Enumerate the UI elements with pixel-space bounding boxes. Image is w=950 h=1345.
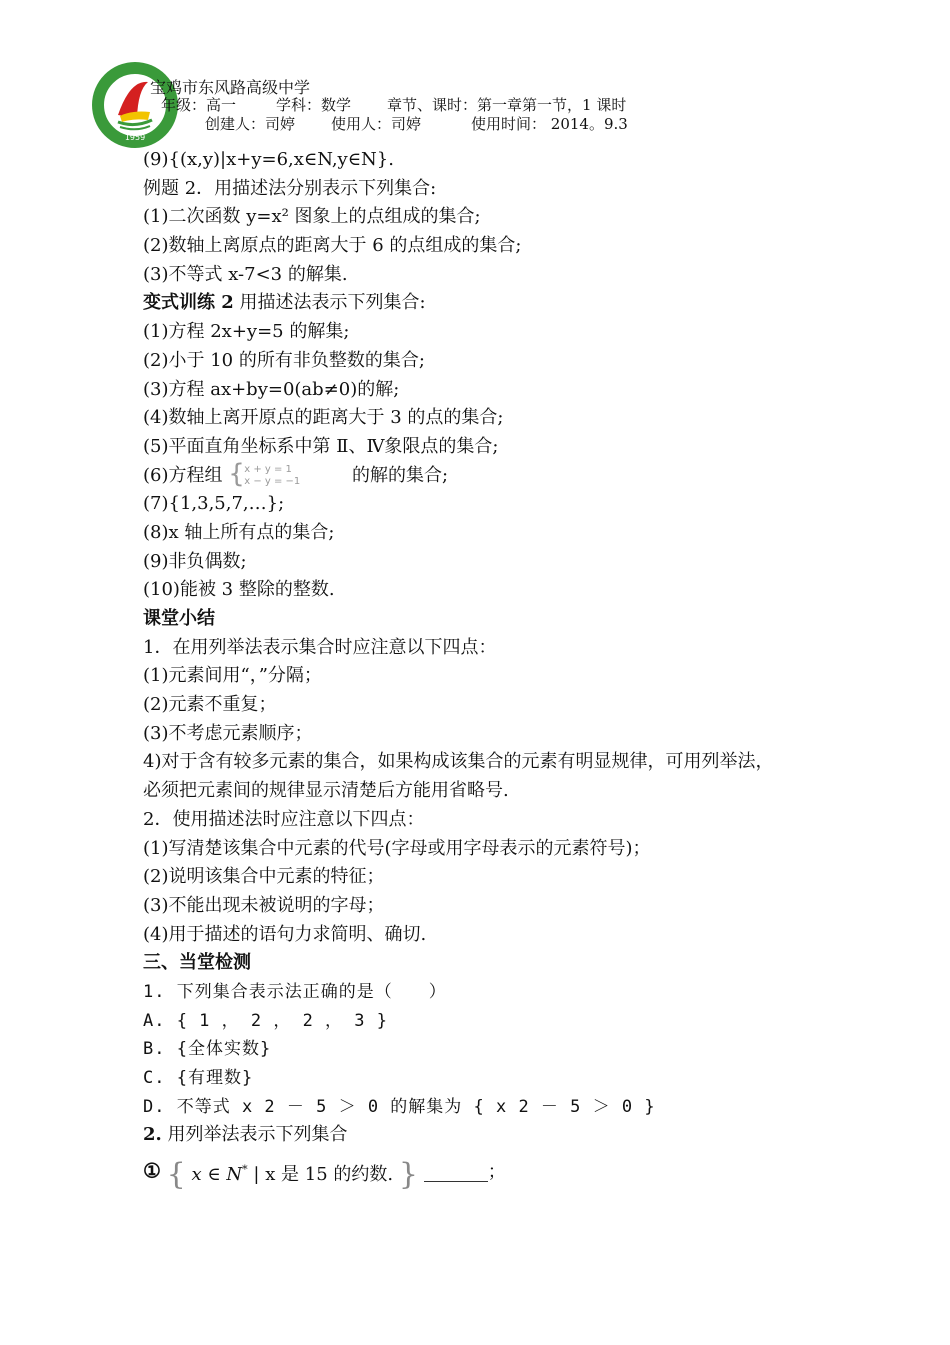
- text-line: (3)不等式 x-7<3 的解集.: [143, 263, 348, 285]
- text-line: 必须把元素间的规律显示清楚后方能用省略号.: [143, 780, 509, 802]
- question-2: [143, 1121, 823, 1150]
- document-body: [143, 146, 823, 1193]
- set-star: *: [242, 1163, 248, 1177]
- text-line: (1)方程 2x+y=5 的解集;: [143, 321, 350, 343]
- set-bar: |: [247, 1164, 266, 1186]
- summary-heading: 课堂小结: [143, 608, 215, 629]
- text-line: (2)说明该集合中元素的特征；: [143, 866, 385, 888]
- text-line: (7){1,3,5,7,…};: [143, 493, 285, 515]
- left-brace-icon: {: [166, 1157, 186, 1193]
- text-line: (10)能被 3 整除的整数.: [143, 579, 335, 601]
- set-expression: [167, 1150, 418, 1195]
- line-end: ；: [487, 1161, 506, 1183]
- header-grade: 年级：高一: [161, 96, 237, 114]
- text-line: (3)不考虑元素顺序；: [143, 722, 313, 744]
- text-line: 4)对于含有较多元素的集合，如果构成该集合的元素有明显规律，可用列举法，: [143, 751, 774, 773]
- variant-training-heading: [143, 289, 823, 318]
- header-line-2: [161, 96, 626, 114]
- header-subject: 学科：数学: [276, 96, 352, 114]
- text-line: (3)方程 ax+by=0(ab≠0)的解;: [143, 378, 400, 400]
- text-line: (1)元素间用“，”分隔；: [143, 665, 322, 687]
- variant-training-text: 用描述法表示下列集合:: [233, 292, 426, 314]
- equation-system-line: [143, 458, 823, 491]
- text-line: (4)数轴上离开原点的距离大于 3 的点的集合;: [143, 407, 504, 429]
- set-variable: x ∈ N: [191, 1164, 243, 1186]
- question-2-text: 用列举法表示下列集合: [161, 1124, 348, 1146]
- text-line: (8)x 轴上所有点的集合;: [143, 521, 335, 543]
- option-b: B. {全体实数}: [143, 1039, 272, 1060]
- text-line: 2．使用描述法时应注意以下四点：: [143, 808, 425, 830]
- text-line: (2)小于 10 的所有非负整数的集合;: [143, 349, 425, 371]
- answer-blank[interactable]: [424, 1163, 488, 1182]
- logo-year: 1959: [124, 133, 146, 142]
- text-line: (9)非负偶数;: [143, 550, 247, 572]
- equation-system-suffix: 的解的集合;: [346, 464, 449, 486]
- question-2-number: 2.: [143, 1124, 162, 1146]
- text-line: (9){(x,y)|x+y=6,x∈N,y∈N}.: [143, 149, 394, 170]
- text-line: (1)二次函数 y=x² 图象上的点组成的集合;: [143, 206, 481, 228]
- example-2-heading: 例题 2．用描述法分别表示下列集合:: [143, 177, 437, 199]
- equation-system-prefix: (6)方程组: [143, 464, 223, 486]
- equation-row-2: x − y = −1: [244, 475, 301, 487]
- question-2-item-1: [143, 1150, 823, 1193]
- question-1: 1. 下列集合表示法正确的是（ ）: [143, 981, 447, 1002]
- variant-training-label: 变式训练 2: [143, 292, 234, 314]
- header-date: 使用时间： 2014。9.3: [471, 115, 628, 133]
- header-line-3: [205, 115, 628, 133]
- text-line: (4)用于描述的语句力求简明、确切.: [143, 923, 427, 945]
- header-creator: 创建人：司婷: [205, 115, 296, 133]
- left-brace-icon: {: [228, 458, 245, 489]
- option-a: A. { 1 ， 2 ， 2 ， 3 }: [143, 1010, 388, 1031]
- circled-number-1: ①: [143, 1158, 161, 1183]
- text-line: (1)写清楚该集合中元素的代号(字母或用字母表示的元素符号)；: [143, 837, 651, 859]
- text-line: 1．在用列举法表示集合时应注意以下四点：: [143, 636, 497, 658]
- text-line: (3)不能出现未被说明的字母；: [143, 894, 385, 916]
- text-line: (2)元素不重复；: [143, 694, 277, 716]
- right-brace-icon: }: [398, 1157, 418, 1193]
- equation-system: [228, 458, 346, 489]
- equation-row-1: x + y = 1: [244, 463, 292, 475]
- option-d: D. 不等式 x 2 － 5 ＞ 0 的解集为 { x 2 － 5 ＞ 0 }: [143, 1096, 656, 1117]
- section-3-heading: 三、当堂检测: [143, 952, 251, 974]
- set-condition: x 是 15 的约数.: [265, 1164, 394, 1186]
- text-line: (2)数轴上离原点的距离大于 6 的点组成的集合;: [143, 235, 522, 257]
- school-name: 宝鸡市东风路高级中学: [150, 78, 311, 97]
- header-user: 使用人：司婷: [331, 115, 422, 133]
- header-chapter: 章节、课时：第一章第一节，1 课时: [387, 96, 627, 114]
- option-c: C. {有理数}: [143, 1068, 254, 1088]
- text-line: (5)平面直角坐标系中第 Ⅱ、Ⅳ象限点的集合;: [143, 435, 499, 457]
